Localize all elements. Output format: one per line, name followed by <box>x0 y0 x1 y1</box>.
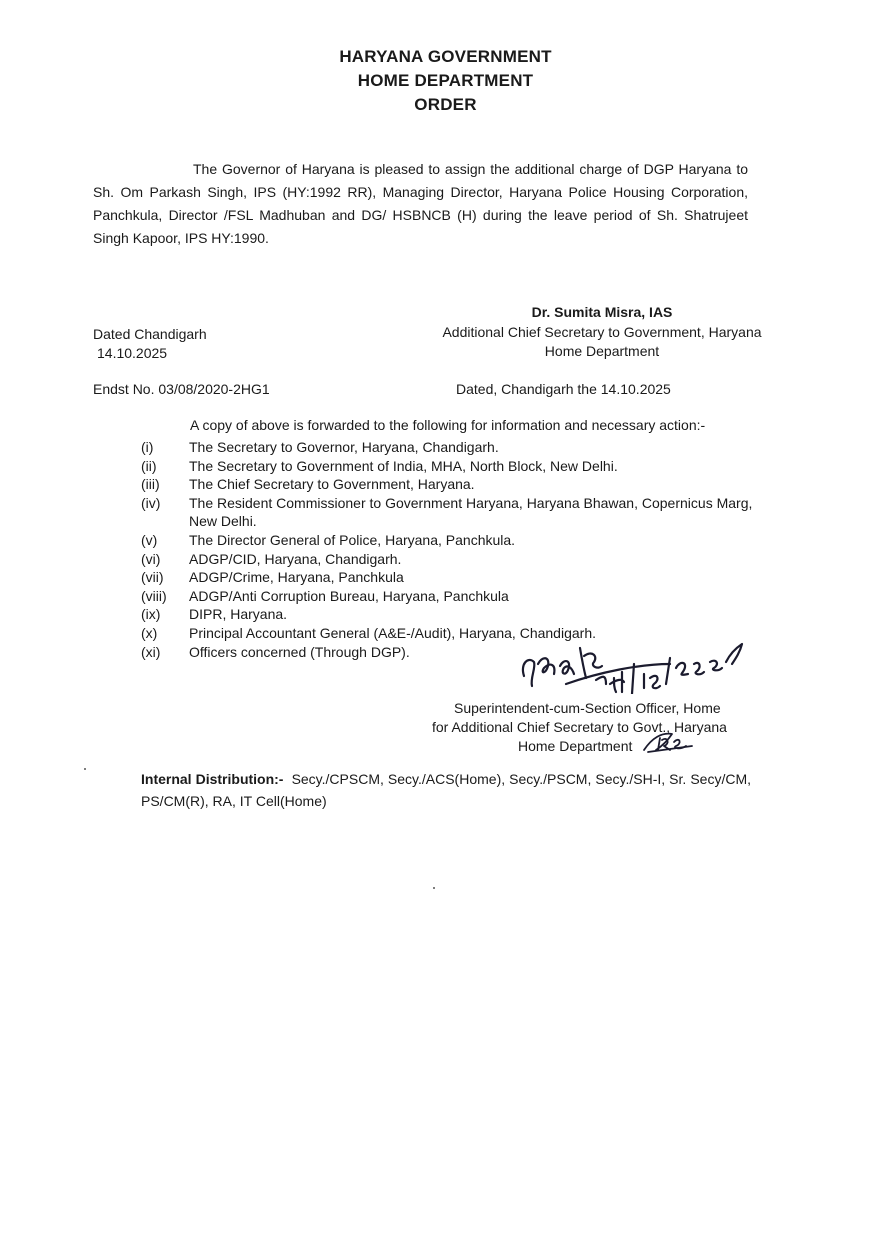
signature-stroke <box>632 664 634 694</box>
list-item <box>141 550 761 569</box>
officer-title: Superintendent-cum-Section Officer, Home <box>454 700 721 716</box>
signature-stroke <box>710 661 722 671</box>
list-item-text: The Director General of Police, Haryana, Panchkula. <box>189 531 516 548</box>
signatory-designation: Additional Chief Secretary to Government, Haryana <box>442 324 762 340</box>
list-item <box>141 494 761 531</box>
list-item <box>141 438 761 457</box>
signatory-department: Home Department <box>544 343 660 359</box>
list-item-number: (v) <box>141 531 158 548</box>
officer-for-line: for Additional Chief Secretary to Govt., Haryana <box>432 719 727 735</box>
list-item-number: (viii) <box>141 587 167 604</box>
list-item-text: Officers concerned (Through DGP). <box>189 643 410 660</box>
dated-label: Dated Chandigarh <box>93 326 207 342</box>
list-item-text: The Resident Commissioner to Government Haryana, Haryana Bhawan, Copernicus Marg, New Delhi. <box>189 494 753 530</box>
order-body-paragraph <box>93 158 748 250</box>
dated-date: 14.10.2025 <box>97 345 168 361</box>
list-item <box>141 587 761 606</box>
signature-stroke <box>560 661 574 674</box>
signature-stroke <box>580 648 586 678</box>
signature-stroke <box>726 644 742 664</box>
header-line-order: ORDER <box>414 95 477 114</box>
signature-stroke <box>676 663 688 675</box>
list-item-text: ADGP/Anti Corruption Bureau, Haryana, Panchkula <box>189 587 509 604</box>
signature-stroke <box>610 672 624 692</box>
list-item-text: ADGP/CID, Haryana, Chandigarh. <box>189 550 402 567</box>
order-body-text: The Governor of Haryana is pleased to assign the additional charge of DGP Haryana to Sh. Om Parkash Singh, IPS (HY:1992 RR), Managing Director, Haryana Police Housing Corporation, Panchkula, Director /FSL Madhuban and DG/ HSBNCB (H) during the leave period of Sh. Shatrujeet Singh Kapoor, IPS HY:1990. <box>93 161 748 246</box>
initials-mark <box>642 728 694 754</box>
signature-stroke <box>644 674 660 688</box>
list-item <box>141 568 761 587</box>
list-item-text: The Secretary to Government of India, MHA, North Block, New Delhi. <box>189 457 618 474</box>
list-item-number: (iv) <box>141 494 161 511</box>
signature-stroke <box>596 677 606 684</box>
handwritten-signature <box>510 634 750 694</box>
signature-stroke <box>584 654 602 668</box>
signature-stroke <box>666 658 670 684</box>
list-item-number: (vii) <box>141 569 164 586</box>
list-item-number: (x) <box>141 624 158 641</box>
signatory-name: Dr. Sumita Misra, IAS <box>531 304 673 320</box>
list-item <box>141 605 761 624</box>
list-item-text: ADGP/Crime, Haryana, Panchkula <box>189 569 404 586</box>
scan-speck <box>84 768 86 770</box>
list-item <box>141 531 761 550</box>
forward-intro: A copy of above is forwarded to the following for information and necessary action:- <box>190 417 706 433</box>
internal-distribution-text: Secy./CPSCM, Secy./ACS(Home), Secy./PSCM, Secy./SH-I, Sr. Secy/CM, PS/CM(R), RA, IT Cell(Home) <box>141 771 752 809</box>
list-item-number: (vi) <box>141 550 161 567</box>
list-item-text: Principal Accountant General (A&E-/Audit), Haryana, Chandigarh. <box>189 624 596 641</box>
list-item-number: (i) <box>141 439 154 455</box>
list-item-text: DIPR, Haryana. <box>189 606 288 623</box>
endorsement-dated: Dated, Chandigarh the 14.10.2025 <box>456 381 671 397</box>
list-item-text: The Secretary to Governor, Haryana, Chandigarh. <box>189 439 499 455</box>
list-item-number: (iii) <box>141 476 160 493</box>
internal-distribution-label: Internal Distribution:- <box>141 771 284 787</box>
signature-stroke <box>694 663 704 674</box>
header-line-government: HARYANA GOVERNMENT <box>339 47 552 66</box>
endorsement-number: Endst No. 03/08/2020-2HG1 <box>93 381 270 397</box>
list-item <box>141 457 761 476</box>
signature-stroke <box>538 658 554 674</box>
list-item-number: (xi) <box>141 643 161 660</box>
list-item-number: (ii) <box>141 457 157 474</box>
list-item-text: The Chief Secretary to Government, Haryana. <box>189 476 475 493</box>
list-item <box>141 475 761 494</box>
recipient-list <box>141 438 761 661</box>
signature-stroke <box>523 660 534 686</box>
initials-stroke <box>648 746 692 752</box>
internal-distribution <box>141 768 751 812</box>
officer-department: Home Department <box>518 738 633 754</box>
list-item-number: (ix) <box>141 606 161 623</box>
header-line-department: HOME DEPARTMENT <box>357 71 534 90</box>
scan-speck <box>433 887 435 889</box>
